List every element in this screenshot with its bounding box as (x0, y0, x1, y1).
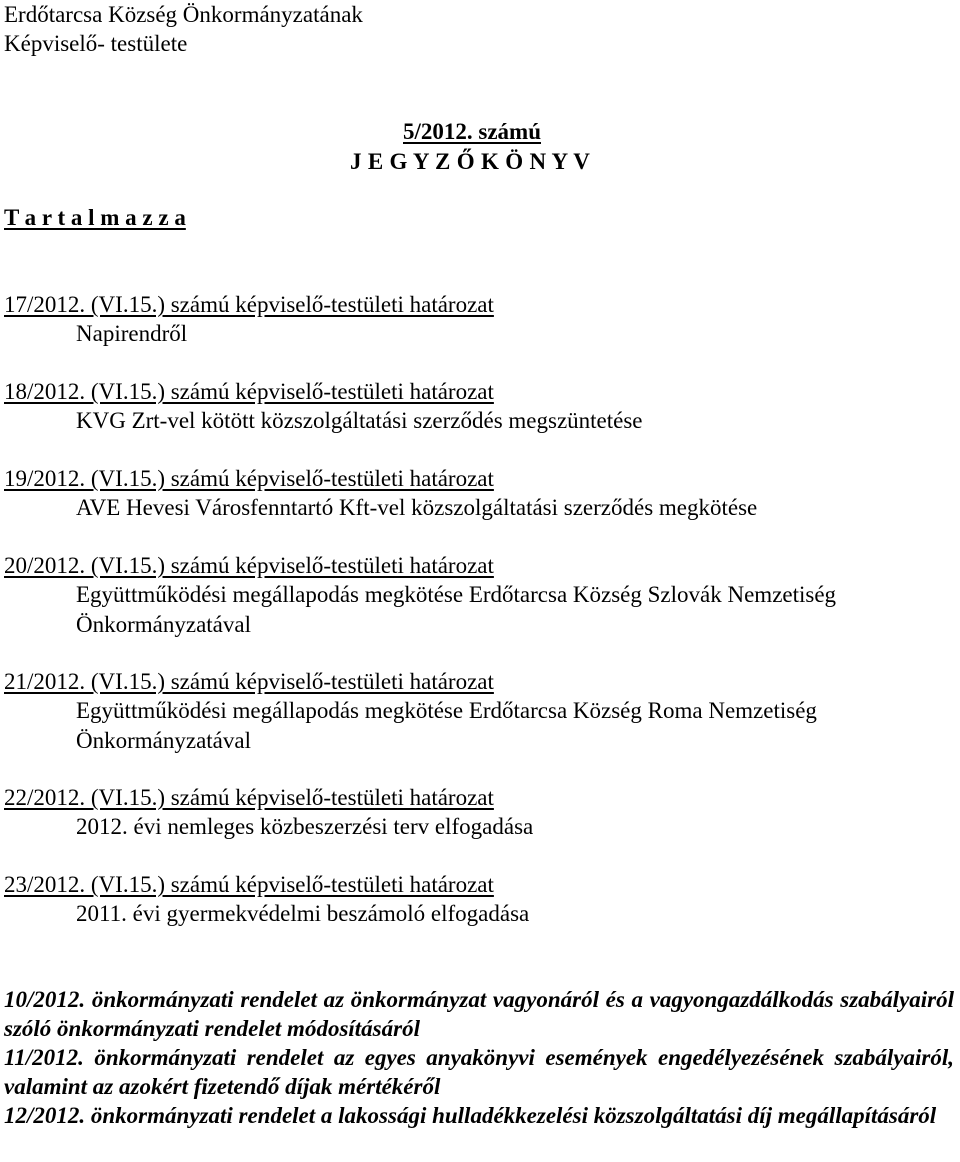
resolution-ref: 23/2012. (VI.15.) számú képviselő-testületi határozat (4, 872, 494, 897)
resolution-desc: Együttműködési megállapodás megkötése Erdőtarcsa Község Szlovák Nemzetiség Önkormányzatával (76, 582, 837, 637)
resolution-desc: 2011. évi gyermekvédelmi beszámoló elfogadása (76, 901, 530, 926)
resolution-desc: KVG Zrt-vel kötött közszolgáltatási szerződés megszüntetése (76, 408, 643, 433)
decree-text: önkormányzati rendelet a lakossági hulladékkezelési közszolgáltatási díj megállapításáról (90, 1103, 937, 1128)
resolution-desc: 2012. évi nemleges közbeszerzési terv elfogadása (76, 814, 534, 839)
minutes-number: 5/2012. számú (403, 119, 541, 144)
resolution-ref: 17/2012. (VI.15.) számú képviselő-testületi határozat (4, 292, 494, 317)
council-name-line2: Képviselő- testülete (4, 31, 188, 56)
resolution-desc: AVE Hevesi Városfenntartó Kft-vel közszolgáltatási szerződés megkötése (76, 495, 758, 520)
decree-item (4, 1101, 954, 1130)
contents-heading: T a r t a l m a z z a (4, 205, 186, 230)
decree-item (4, 1043, 954, 1101)
resolution-ref: 22/2012. (VI.15.) számú képviselő-testületi határozat (4, 785, 494, 810)
council-name-line1: Erdőtarcsa Község Önkormányzatának (4, 2, 363, 27)
resolution-ref: 21/2012. (VI.15.) számú képviselő-testületi határozat (4, 669, 494, 694)
resolution-ref: 20/2012. (VI.15.) számú képviselő-testületi határozat (4, 553, 494, 578)
resolution-ref: 19/2012. (VI.15.) számú képviselő-testületi határozat (4, 466, 494, 491)
decree-number: 12/2012. (4, 1103, 86, 1128)
minutes-title: J E G Y Z Ő K Ö N Y V (350, 149, 591, 174)
decree-text: önkormányzati rendelet az egyes anyakönyvi események engedélyezésének szabályairól, valamint az azokért fizetendő díjak mértékéről (4, 1045, 955, 1099)
resolution-desc: Napirendről (76, 321, 188, 346)
resolution-ref: 18/2012. (VI.15.) számú képviselő-testületi határozat (4, 379, 494, 404)
resolution-desc: Együttműködési megállapodás megkötése Erdőtarcsa Község Roma Nemzetiség Önkormányzatával (76, 698, 817, 753)
decree-number: 10/2012. (4, 987, 86, 1012)
decree-item (4, 985, 954, 1043)
decree-text: önkormányzati rendelet az önkormányzat vagyonáról és a vagyongazdálkodás szabályairól szóló önkormányzati rendelet módosításáról (4, 987, 955, 1041)
decree-number: 11/2012. (4, 1045, 84, 1070)
